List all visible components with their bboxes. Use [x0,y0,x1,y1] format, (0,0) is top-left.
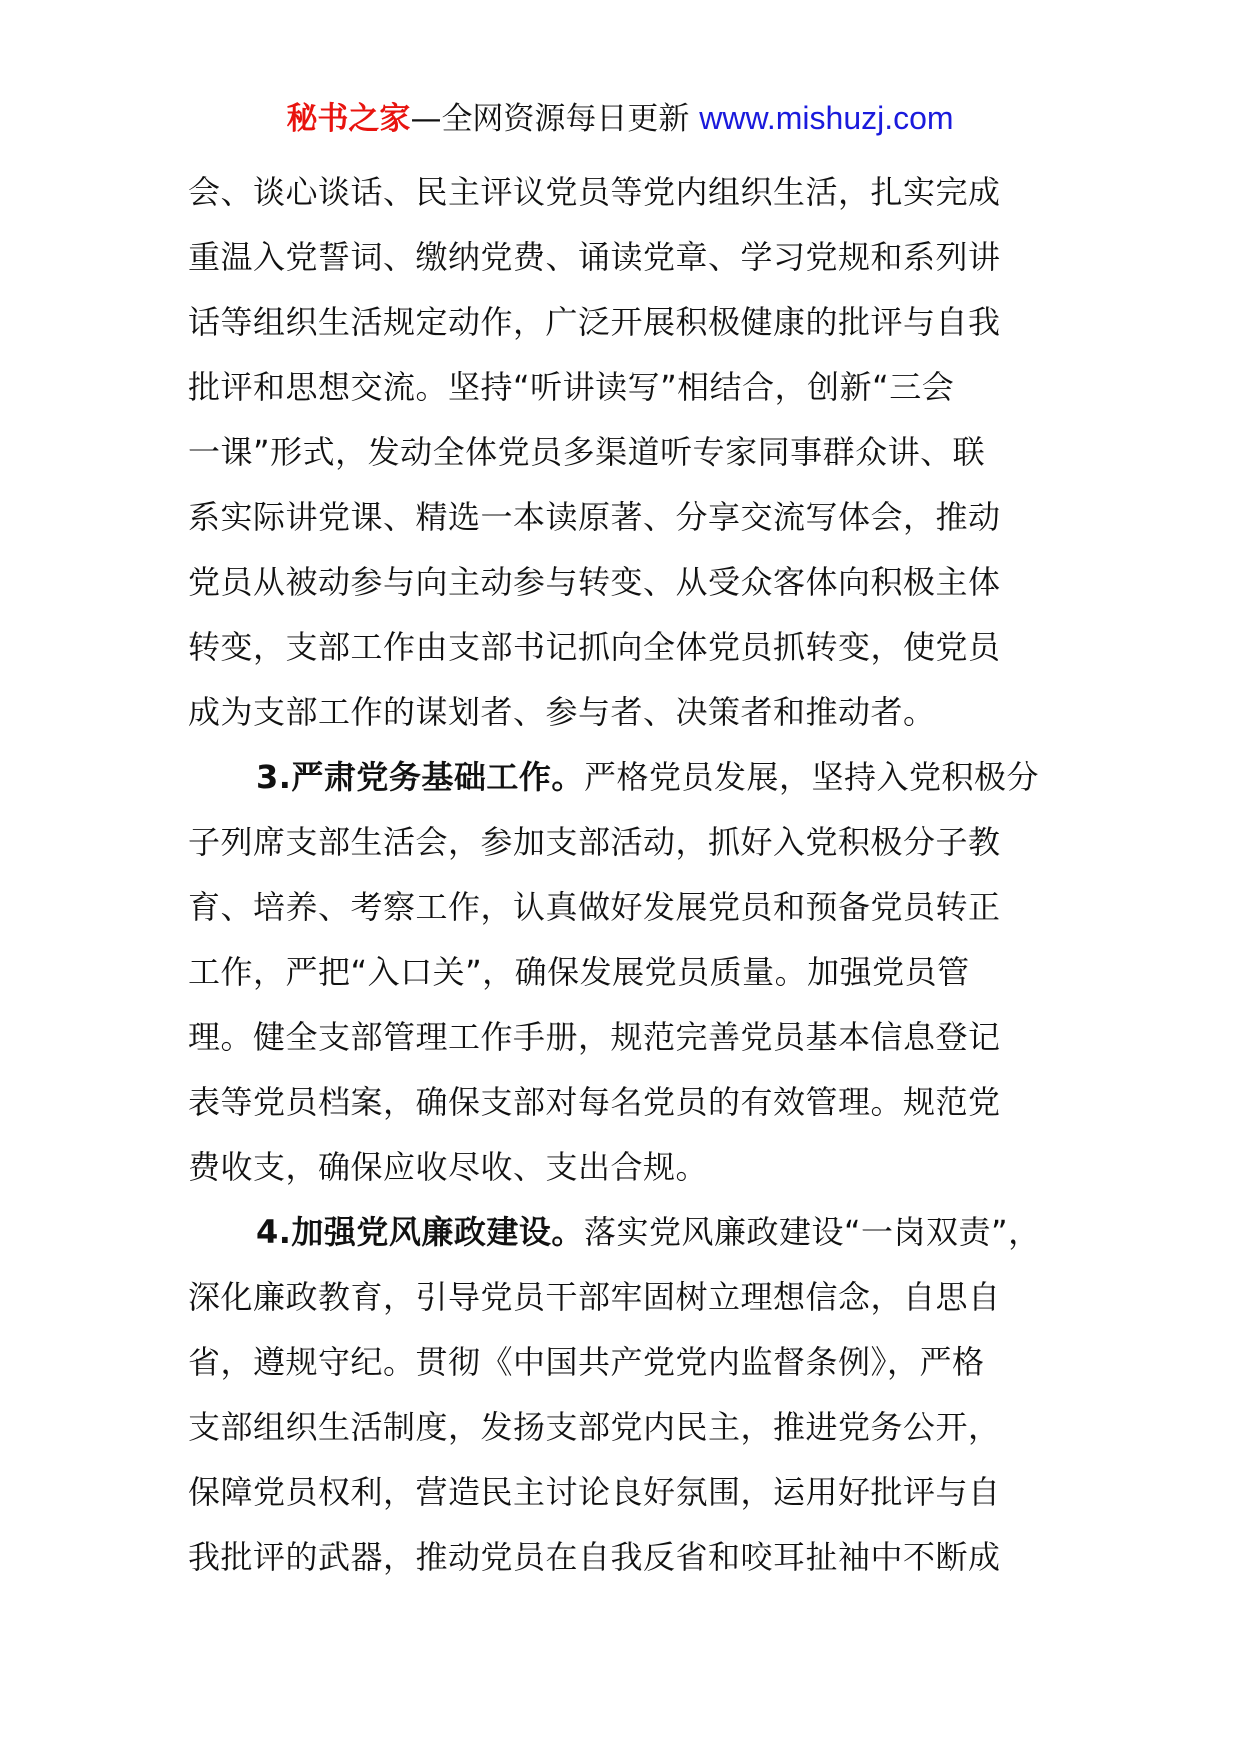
text-line: 育、培养、考察工作，认真做好发展党员和预备党员转正 [188,888,1001,926]
text-line: 保障党员权利，营造民主讨论良好氛围，运用好批评与自 [188,1473,1001,1511]
site-header [0,96,1240,141]
text-line: 费收支，确保应收尽收、支出合规。 [188,1148,709,1186]
section-4-first-line [188,1200,1048,1265]
text-line: 表等党员档案，确保支部对每名党员的有效管理。规范党 [188,1083,1001,1121]
text-line: 会、谈心谈话、民主评议党员等党内组织生活，扎实完成 [188,173,1001,211]
text-line: 重温入党誓词、缴纳党费、诵读党章、学习党规和系列讲 [188,238,1001,276]
text-line: 批评和思想交流。坚持“听讲读写”相结合，创新“三会 [188,368,955,406]
text-line: 工作，严把“入口关”，确保发展党员质量。加强党员管 [188,953,970,991]
paragraph-organization-life [188,160,1048,745]
text-line: 党员从被动参与向主动参与转变、从受众客体向积极主体 [188,563,1001,601]
section-3-first-line [188,745,1048,810]
header-tagline: —全网资源每日更新 [410,101,690,137]
text-line: 转变，支部工作由支部书记抓向全体党员抓转变，使党员 [188,628,1001,666]
site-url-link[interactable]: www.mishuzj.com [699,100,954,136]
text-line: 一课”形式，发动全体党员多渠道听专家同事群众讲、联 [188,433,986,471]
document-body [188,160,1048,1590]
text-line: 我批评的武器，推动党员在自我反省和咬耳扯袖中不断成 [188,1538,1001,1576]
paragraph-section-3 [188,745,1048,1200]
text-line: 系实际讲党课、精选一本读原著、分享交流写体会，推动 [188,498,1001,536]
text-line: 省，遵规守纪。贯彻《中国共产党党内监督条例》，严格 [188,1343,985,1381]
brand-name: 秘书之家 [286,101,411,137]
text-line: 子列席支部生活会，参加支部活动，抓好入党积极分子教 [188,823,1001,861]
section-4-heading: 4.加强党风廉政建设。 [256,1213,584,1251]
section-3-lead-text: 严格党员发展，坚持入党积极分 [583,758,1039,796]
section-4-lead-text: 落实党风廉政建设“一岗双责”， [583,1213,1041,1251]
paragraph-section-4 [188,1200,1048,1590]
section-3-heading: 3.严肃党务基础工作。 [256,758,584,796]
text-line: 话等组织生活规定动作，广泛开展积极健康的批评与自我 [188,303,1001,341]
text-line: 深化廉政教育，引导党员干部牢固树立理想信念，自思自 [188,1278,1001,1316]
text-line: 理。健全支部管理工作手册，规范完善党员基本信息登记 [188,1018,1001,1056]
text-line: 成为支部工作的谋划者、参与者、决策者和推动者。 [188,693,936,731]
text-line: 支部组织生活制度，发扬支部党内民主，推进党务公开， [188,1408,1001,1446]
